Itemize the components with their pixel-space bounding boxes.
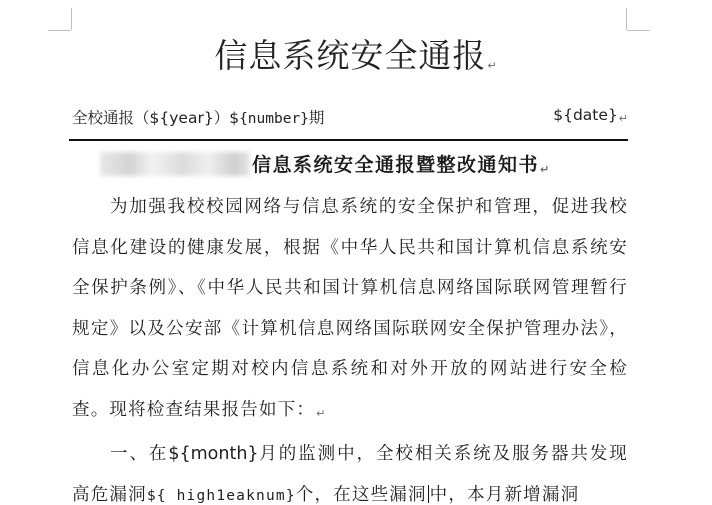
redacted-institution-name bbox=[100, 152, 250, 176]
year-placeholder: ${year} bbox=[149, 109, 214, 127]
document-title[interactable] bbox=[0, 30, 712, 77]
bulletin-date bbox=[553, 106, 628, 125]
finding-paragraph[interactable] bbox=[72, 434, 628, 505]
date-placeholder: ${date} bbox=[553, 106, 618, 124]
notice-heading-text: 信息系统安全通报暨整改通知书 bbox=[252, 154, 540, 176]
crop-mark-top-left bbox=[71, 8, 72, 30]
number-placeholder: {number} bbox=[239, 111, 309, 127]
finding-after-var: 个，在这些漏洞 bbox=[295, 484, 427, 505]
month-placeholder: ${month} bbox=[168, 444, 259, 464]
crop-mark-top-right bbox=[626, 8, 627, 30]
finding-after-cursor: 中，本月新增漏洞 bbox=[429, 484, 580, 505]
issue-prefix: 全校通报（ bbox=[72, 109, 150, 127]
issue-suffix: 期 bbox=[308, 109, 325, 127]
paragraph-mark-icon: ↵ bbox=[618, 112, 628, 125]
paragraph-mark-icon: ↵ bbox=[316, 406, 327, 420]
leak-count-placeholder: ${ high1eaknum} bbox=[146, 487, 296, 504]
paragraph-mark-icon: ↵ bbox=[487, 59, 498, 72]
bulletin-issue bbox=[72, 106, 324, 128]
document-title-text: 信息系统安全通报 bbox=[214, 36, 487, 75]
intro-paragraph[interactable] bbox=[72, 187, 628, 434]
intro-paragraph-text: 为加强我校校园网络与信息系统的安全保护和管理，促进我校信息化建设的健康发展，根据《中华人民共和国计算机信息系统安全保护条例》、《中华人民共和国计算机信息网络国际联网管理暂行规定》以及公安部《计算机信息网络国际联网安全保护管理办法》，信息化办公室定期对校内信息系统和对外开放的网站进行安全检查。现将检查结果报告如下： bbox=[72, 197, 628, 420]
finding-prefix: 一、在 bbox=[110, 444, 169, 464]
paragraph-mark-icon: ↵ bbox=[540, 163, 551, 176]
finding-middle: 月的监测中，全校相关系统及服务器共发现高危漏洞 bbox=[72, 444, 628, 505]
issue-mid: ）$ bbox=[213, 109, 240, 127]
notice-heading[interactable] bbox=[100, 150, 628, 177]
header-divider bbox=[69, 139, 628, 141]
text-cursor bbox=[428, 485, 429, 503]
